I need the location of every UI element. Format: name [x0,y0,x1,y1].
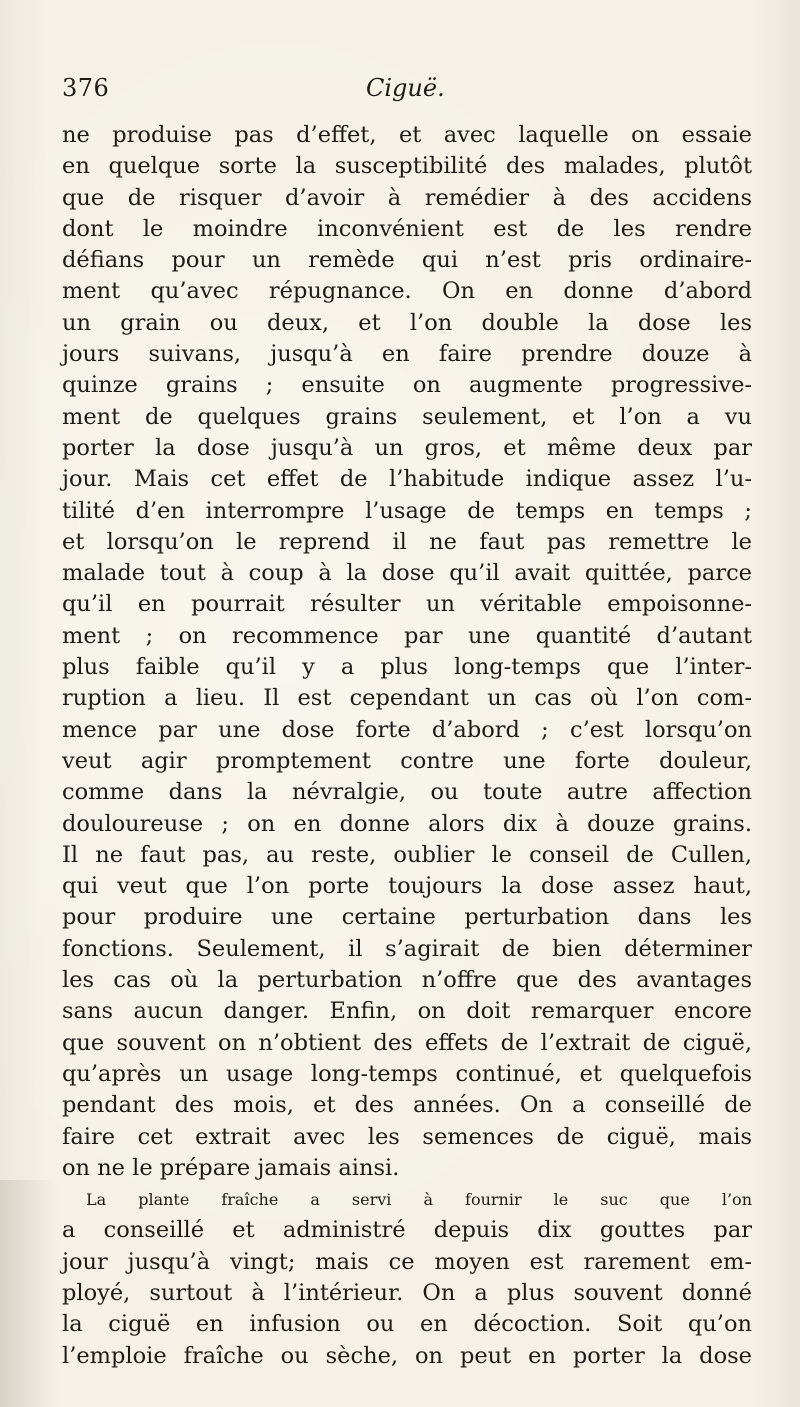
text-line: a conseillé et administré depuis dix gouttes par [62,1217,752,1244]
text-line: ne produise pas d’effet, et avec laquelle on essaie [62,122,752,148]
text-line: pour produire une certaine perturbation dans les [62,904,752,931]
text-line: porter la dose jusqu’à un gros, et même deux par [62,434,752,461]
text-line: ment qu’avec répugnance. On en donne d’abord [62,278,752,305]
text-line: que de risquer d’avoir à remédier à des accidens [62,184,752,211]
text-line: la ciguë en infusion ou en décoction. Soit qu’on [62,1311,752,1338]
text-line: ployé, surtout à l’intérieur. On a plus souvent donné [62,1279,752,1306]
text-line: sans aucun danger. Enfin, on doit remarquer encore [62,998,752,1025]
text-line: Il ne faut pas, au reste, oublier le conseil de Cullen, [62,841,752,868]
page-header [62,74,752,110]
text-line: comme dans la névralgie, ou toute autre affection [62,779,752,806]
text-line: jours suivans, jusqu’à en faire prendre douze à [62,341,752,368]
text-line: veut agir promptement contre une forte douleur, [62,747,752,774]
page-number: 376 [62,74,110,102]
text-line: ruption a lieu. Il est cependant un cas où l’on com- [62,685,752,712]
body-text [62,120,762,1372]
text-line: La plante fraîche a servi à fournir le suc que l’on [86,1190,752,1210]
text-line: en quelque sorte la susceptibilité des malades, plutôt [62,153,752,180]
text-line: ment ; on recommence par une quantité d’autant [62,622,752,649]
text-line: pendant des mois, et des années. On a conseillé de [62,1092,752,1119]
text-line: qui veut que l’on porte toujours la dose assez haut, [62,873,752,900]
text-line: jour. Mais cet effet de l’habitude indique assez l’u- [62,466,752,493]
text-line: qu’après un usage long-temps continué, et quelquefois [62,1060,752,1087]
text-line: on ne le prépare jamais ainsi. [62,1154,400,1181]
text-line: qu’il en pourrait résulter un véritable empoisonne- [62,591,752,618]
text-line: jour jusqu’à vingt; mais ce moyen est rarement em- [62,1248,752,1275]
text-line: l’emploie fraîche ou sèche, on peut en porter la dose [62,1342,752,1369]
text-line: tilité d’en interrompre l’usage de temps en temps ; [62,497,752,524]
text-line: et lorsqu’on le reprend il ne faut pas remettre le [62,528,752,555]
text-line: ment de quelques grains seulement, et l’on a vu [62,403,752,430]
running-title: Ciguë. [366,74,445,102]
text-line: malade tout à coup à la dose qu’il avait quittée, parce [62,560,752,587]
text-line: un grain ou deux, et l’on double la dose les [62,309,752,336]
text-line: mence par une dose forte d’abord ; c’est lorsqu’on [62,716,752,743]
text-line: douloureuse ; on en donne alors dix à douze grains. [62,810,752,837]
text-line: fonctions. Seulement, il s’agirait de bien déterminer [62,935,752,962]
text-line: quinze grains ; ensuite on augmente progressive- [62,372,752,399]
page-edge-shadow [0,1180,60,1407]
text-line: défians pour un remède qui n’est pris ordinaire- [62,247,752,274]
text-line: faire cet extrait avec les semences de ciguë, mais [62,1123,752,1150]
text-line: dont le moindre inconvénient est de les rendre [62,215,752,242]
text-line: les cas où la perturbation n’offre que des avantages [62,967,752,994]
text-line: que souvent on n’obtient des effets de l’extrait de ciguë, [62,1029,752,1056]
text-line: plus faible qu’il y a plus long-temps que l’inter- [62,654,752,681]
